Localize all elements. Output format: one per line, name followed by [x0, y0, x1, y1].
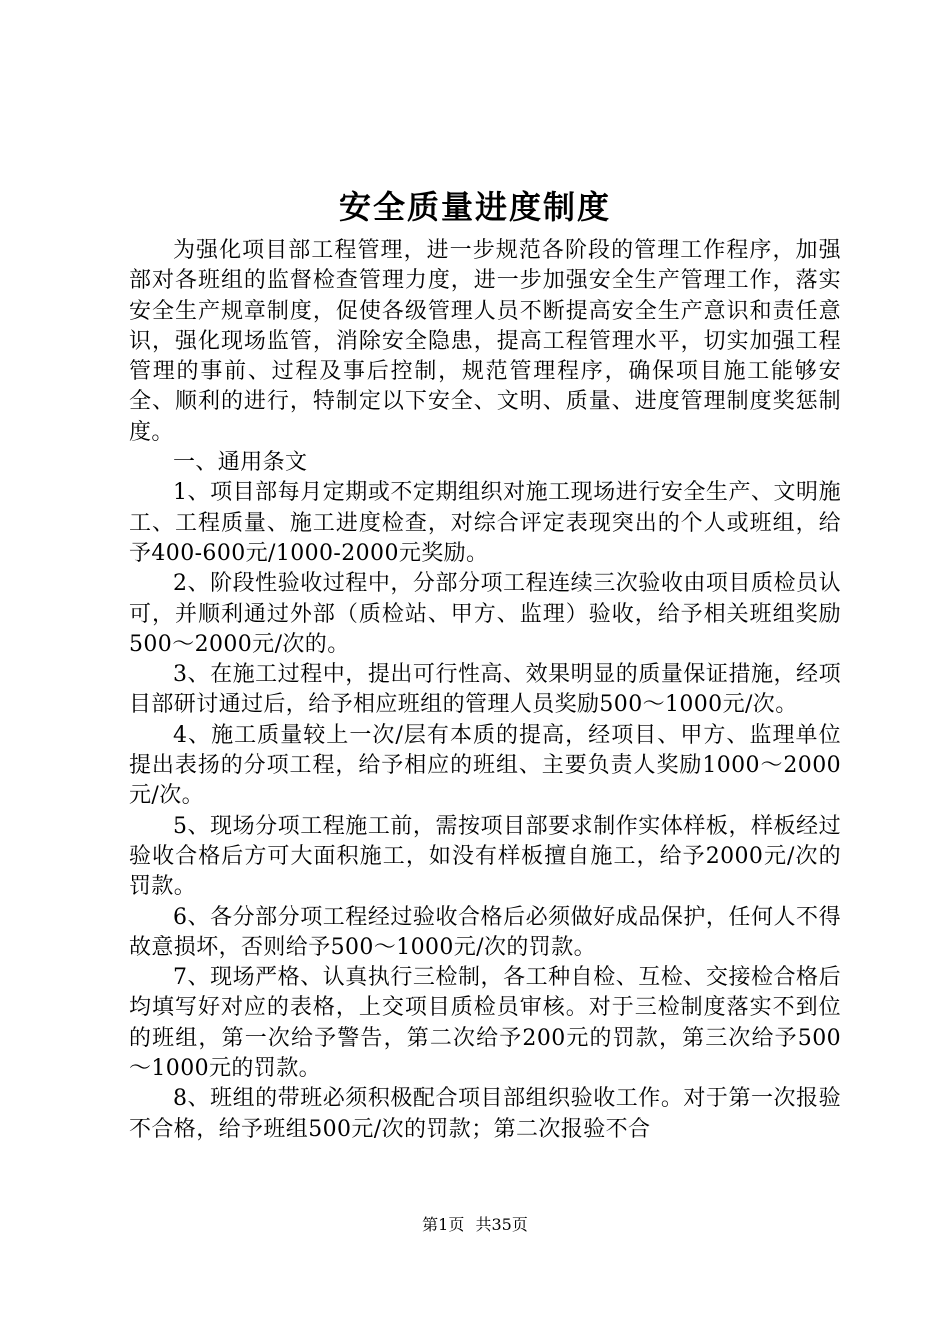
page-footer: [0, 1214, 950, 1236]
section-heading-general: 一、通用条文: [173, 450, 308, 476]
page-number: 第1页: [422, 1215, 465, 1234]
document-title: 安全质量进度制度: [338, 188, 611, 226]
clause-5: 5、现场分项工程施工前，需按项目部要求制作实体样板，样板经过验收合格后方可大面积施工，如没有样板擅自施工，给予2000元/次的罚款。: [129, 813, 841, 900]
clause-3: 3、在施工过程中，提出可行性高、效果明显的质量保证措施，经项目部研讨通过后，给予相应班组的管理人员奖励500～1000元/次。: [129, 662, 841, 718]
clause-2: 2、阶段性验收过程中，分部分项工程连续三次验收由项目质检员认可，并顺利通过外部（质检站、甲方、监理）验收，给予相关班组奖励500～2000元/次的。: [129, 571, 841, 657]
document-body: [129, 236, 841, 1145]
page-total: 共35页: [475, 1215, 528, 1234]
clause-1: 1、项目部每月定期或不定期组织对施工现场进行安全生产、文明施工、工程质量、施工进度检查，对综合评定表现突出的个人或班组，给予400-600元/1000-2000元奖励。: [129, 480, 841, 566]
clause-6: 6、各分部分项工程经过验收合格后必须做好成品保护，任何人不得故意损坏，否则给予500～1000元/次的罚款。: [129, 904, 841, 960]
clause-4: 4、施工质量较上一次/层有本质的提高，经项目、甲方、监理单位提出表扬的分项工程，给予相应的班组、主要负责人奖励1000～2000元/次。: [129, 722, 841, 809]
intro-paragraph: 为强化项目部工程管理，进一步规范各阶段的管理工作程序，加强部对各班组的监督检查管理力度，进一步加强安全生产管理工作，落实安全生产规章制度，促使各级管理人员不断提高安全生产意识和责任意识，强化现场监管，消除安全隐患，提高工程管理水平，切实加强工程管理的事前、过程及事后控制，规范管理程序，确保项目施工能够安全、顺利的进行，特制定以下安全、文明、质量、进度管理制度奖惩制度。: [129, 238, 841, 445]
clause-7: 7、现场严格、认真执行三检制，各工种自检、互检、交接检合格后均填写好对应的表格，上交项目质检员审核。对于三检制度落实不到位的班组，第一次给予警告，第二次给予200元的罚款，第三次给予500～1000元的罚款。: [129, 965, 841, 1082]
clause-8: 8、班组的带班必须积极配合项目部组织验收工作。对于第一次报验不合格，给予班组500元/次的罚款；第二次报验不合: [129, 1086, 841, 1142]
